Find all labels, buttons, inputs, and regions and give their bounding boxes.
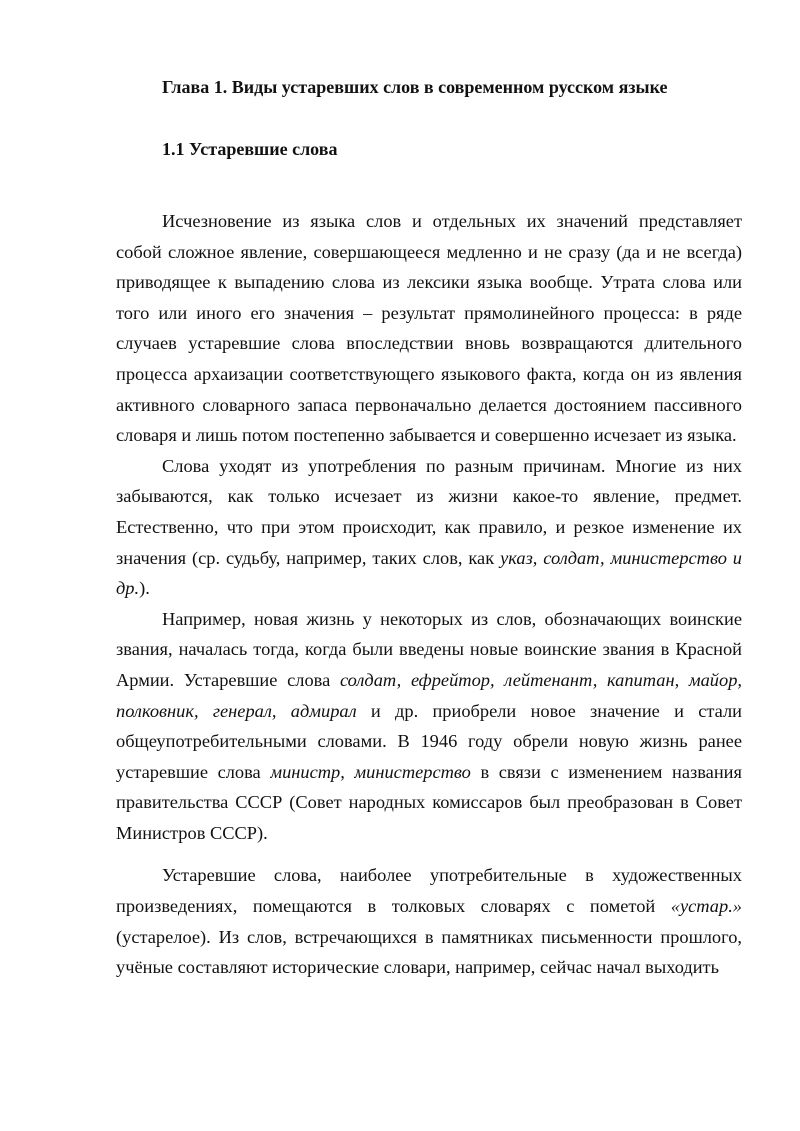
paragraph-4-text-1: Устаревшие слова, наиболее употребительные в художественных произведениях, помещаются в толковых словарях с пометой (116, 865, 742, 917)
paragraph-3-text-3: в связи с изменением названия правительства СССР (Совет народных комиссаров был преобразован в Совет Министров СССР). (116, 761, 742, 843)
paragraph-3 (116, 604, 742, 849)
paragraph-2-italic-1: указ, солдат, министерство и др. (116, 547, 742, 599)
section-title: 1.1 Устаревшие слова (162, 139, 338, 159)
body-text (116, 206, 742, 983)
paragraph-4 (116, 860, 742, 982)
paragraph-3-italic-1: солдат, ефрейтор, лейтенант, капитан, майор, полковник, генерал, адмирал (116, 669, 742, 721)
paragraph-2 (116, 451, 742, 604)
paragraph-4-italic-1: «устар.» (670, 896, 742, 917)
paragraph-3-text-1: Например, новая жизнь у некоторых из слов, обозначающих воинские звания, началась тогда, когда были введены новые воинские звания в Красной Армии. Устаревшие слова (116, 608, 742, 690)
paragraph-1: Исчезновение из языка слов и отдельных их значений представляет собой сложное явление, совершающееся медленно и не сразу (да и не всегда) приводящее к выпадению слова из лексики языка вообще. Утрата слова или того или иного его значения – результат прямолинейного процесса: в ряде случаев устаревшие слова впоследствии вновь возвращаются длительного процесса архаизации соответствующего языкового факта, когда он из явления активного словарного запаса первоначально делается достоянием пассивного словаря и лишь потом постепенно забывается и совершенно исчезает из языка. (116, 211, 742, 446)
paragraph-2-text-1: Слова уходят из употребления по разным причинам. Многие из них забываются, как только исчезает из жизни какое-то явление, предмет. Естественно, что при этом происходит, как правило, и резкое изменение их значения (ср. судьбу, например, таких слов, как (116, 455, 742, 568)
paragraph-4-text-2: (устарелое). Из слов, встречающихся в памятниках письменности прошлого, учёные составляют исторические словари, например, сейчас начал выходить (116, 926, 742, 978)
paragraph-3-italic-2: министр, министерство (270, 761, 471, 782)
paragraph-2-text-2: ). (139, 578, 150, 599)
chapter-title: Глава 1. Виды устаревших слов в современном русском языке (162, 77, 668, 97)
paragraph-3-text-2: и др. приобрели новое значение и стали общеупотребительными словами. В 1946 году обрели новую жизнь ранее устаревшие слова (116, 700, 743, 782)
